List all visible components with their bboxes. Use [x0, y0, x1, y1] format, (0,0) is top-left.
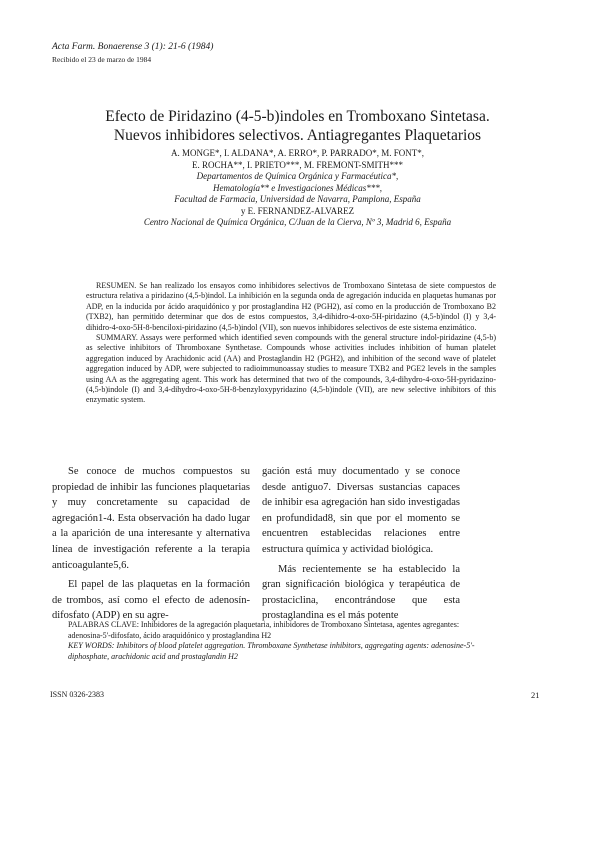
authors-line-1: A. MONGE*, I. ALDANA*, A. ERRO*, P. PARRADO*, M. FONT*,	[171, 148, 424, 158]
affiliation-faculty: Facultad de Farmacia, Universidad de Navarra, Pamplona, España	[174, 194, 421, 204]
resumen: RESUMEN. Se han realizado los ensayos como inhibidores selectivos de Tromboxano Sintetasa de siete compuestos de estructura relativa a piridazino (4,5-b)indol. La inhibición en la segunda onda de agregación inducida en plaquetas humanas por ADP, en la inducida por ácido araquidónico y por prostaglandina H2 (PGH2), así como en la producción de Tromboxano B2 (TXB2), han permitido determinar que dos de estos compuestos, 3,4-dihidro-4-oxo-5H-piridazino (4,5-b)indol (I) y 3,4-dihidro-4-oxo-5H-8-benciloxi-piridazino (4,5-b)indol (VII), son nuevos inhibidores selectivos de este sistema enzimático.	[86, 281, 496, 332]
author-block	[40, 148, 555, 229]
affiliation-dept: Departamentos de Química Orgánica y Farmacéutica*,	[196, 171, 399, 181]
affiliation-centro: Centro Nacional de Química Orgánica, C/Juan de la Cierva, Nº 3, Madrid 6, España	[143, 217, 452, 227]
body-column-right	[262, 464, 460, 624]
body-column-left	[52, 464, 250, 624]
affiliation-dept-2: Hematología** e Investigaciones Médicas***,	[213, 182, 382, 193]
title-line-1: Efecto de Piridazino (4-5-b)indoles en Tromboxano Sintetasa.	[105, 108, 490, 125]
keywords-en: KEY WORDS: Inhibitors of blood platelet aggregation. Thromboxane Synthetase inhibitors, aggregating agents: adenosine-5'-diphosphate, arachidonic acid and prostaglandin H2	[68, 641, 475, 661]
received-date: Recibido el 23 de marzo de 1984	[52, 55, 152, 64]
article-title	[40, 107, 555, 145]
journal-citation: Acta Farm. Bonaerense 3 (1): 21-6 (1984)	[52, 42, 214, 52]
page-number: 21	[531, 690, 540, 700]
body-paragraph: gación está muy documentado y se conoce desde antiguo7. Diversas sustancias capaces de inhibir esa agregación han sido investigadas en profundidad8, sin que por el momento se encuentren establecidas relaciones entre estructura química y actividad biológica.	[262, 466, 460, 555]
authors-line-3: y E. FERNANDEZ-ALVAREZ	[240, 205, 355, 216]
title-line-2: Nuevos inhibidores selectivos. Antiagregantes Plaquetarios	[113, 127, 482, 144]
body-paragraph: Se conoce de muchos compuestos su propiedad de inhibir las funciones plaquetarias y muy concretamente su capacidad de agregación1-4. Esta observación ha dado lugar a la aparición de una interesante y alternativa línea de investigación referente a la terapia anticoagulante5,6.	[52, 466, 250, 571]
authors-line-2: E. ROCHA**, I. PRIETO***, M. FREMONT-SMITH***	[191, 159, 404, 170]
keywords-es: PALABRAS CLAVE: Inhibidores de la agregación plaquetaria, inhibidores de Tromboxano Sintetasa, agentes agregantes: adenosina-5'-difosfato, ácido araquidónico y prostaglandina H2	[68, 620, 460, 640]
body-paragraph: Más recientemente se ha establecido la gran significación biológica y terapéutica de prostaciclina, encontrándose que esta prostaglandina es el más potente	[262, 563, 460, 622]
issn: ISSN 0326-2383	[50, 690, 105, 699]
summary: SUMMARY. Assays were performed which identified seven compounds with the general structure indol-piridazine (4,5-b) as selective inhibitors of Thromboxane Synthetase. Compounds whose activities includes inhibition of human platelet aggregation induced by Arachidonic acid (AA) and Prostaglandin H2 (PGH2), and inhibition of the second wave of platelet aggregation induced by ADP, were subjected to radioimmunoassay studies to measure TXB2 and PGE2 levels in the samples using AA as the aggregating agent. This work has determined that two of the compounds, 3,4-dihydro-4-oxo-5H-pyridazino-(4,5-b)indole (I) and 3,4-dihydro-4-oxo-5H-8-benzyloxypyridazino (4,5-b)indole (VII), are new selective inhibitors of this enzymatic system.	[86, 333, 496, 405]
body-paragraph: El papel de las plaquetas en la formación de trombos, así como el efecto de adenosín-difosfato (ADP) en su agre-	[52, 579, 250, 622]
abstract	[86, 281, 496, 406]
keywords	[68, 620, 478, 662]
